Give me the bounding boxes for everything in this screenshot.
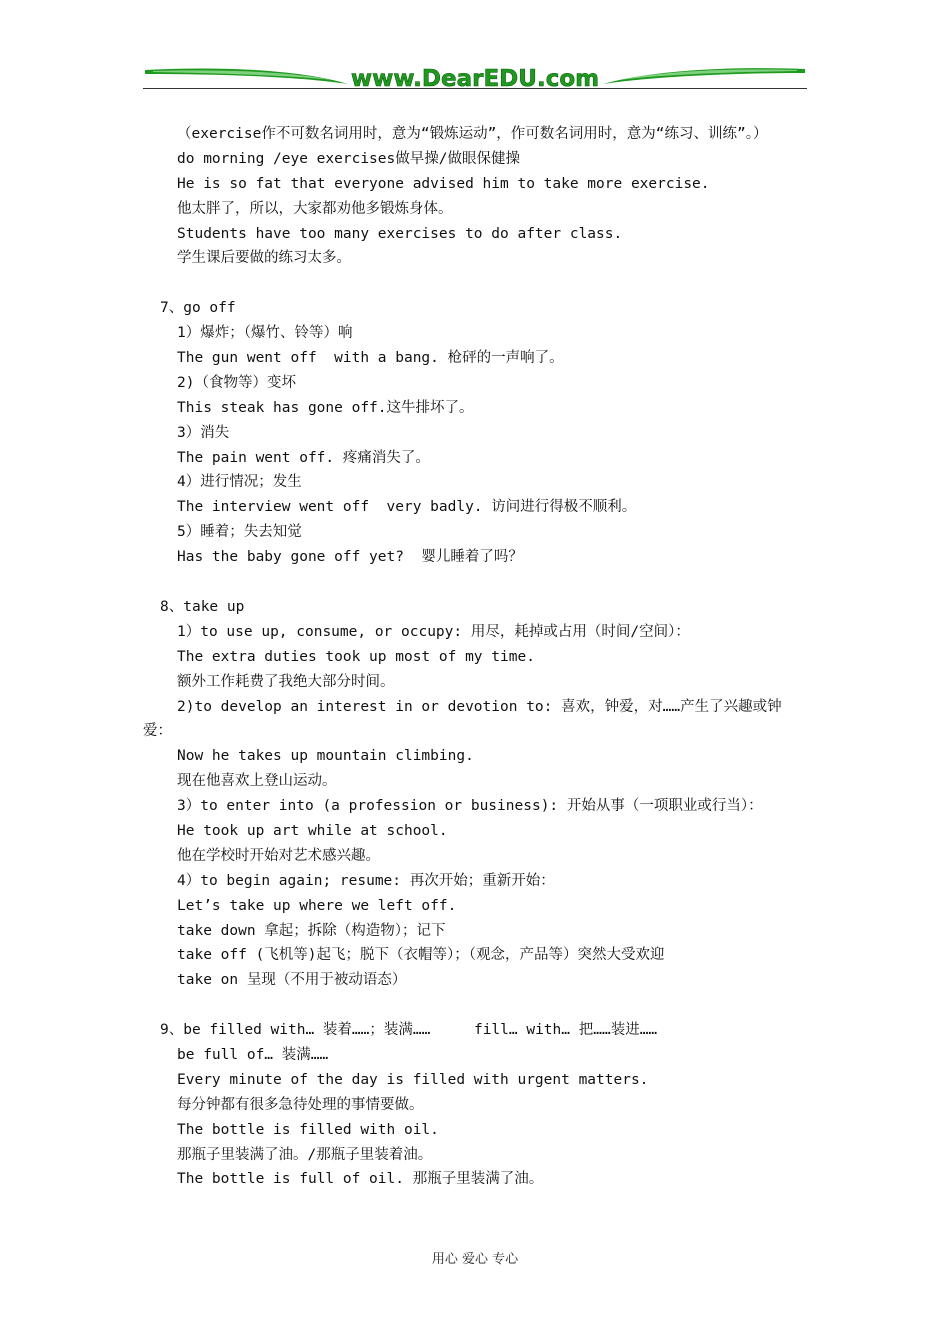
text-line: take off (飞机等)起飞；脱下（衣帽等）；（观念，产品等）突然大受欢迎	[177, 947, 665, 964]
text-line: 5）睡着；失去知觉	[177, 524, 302, 541]
text-line: Has the baby gone off yet? 婴儿睡着了吗？	[177, 549, 523, 566]
text-line: The extra duties took up most of my time.	[177, 648, 535, 665]
section-heading-8: 8、take up	[160, 598, 245, 615]
header-divider	[143, 88, 807, 89]
blank-line	[143, 570, 807, 595]
text-line: 他在学校时开始对艺术感兴趣。	[177, 847, 380, 864]
blank-line	[143, 993, 807, 1018]
text-line: 每分钟都有很多急待处理的事情要做。	[177, 1096, 424, 1113]
text-line: 1）爆炸；（爆竹、铃等）响	[177, 325, 353, 342]
text-line: take down 拿起；拆除（构造物）；记下	[177, 922, 446, 939]
text-line: Every minute of the day is filled with urgent matters.	[177, 1071, 649, 1088]
text-line: The interview went off very badly. 访问进行得极不顺利。	[177, 499, 637, 516]
text-line: 他太胖了，所以，大家都劝他多锻炼身体。	[177, 200, 453, 217]
text-line: The bottle is filled with oil.	[177, 1121, 439, 1138]
text-line: 那瓶子里装满了油。/那瓶子里装着油。	[177, 1146, 433, 1163]
text-line: Now he takes up mountain climbing.	[177, 748, 474, 765]
text-line: 额外工作耗费了我绝大部分时间。	[177, 673, 395, 690]
text-line: The pain went off. 疼痛消失了。	[177, 449, 430, 466]
text-line: 4）to begin again; resume: 再次开始；重新开始：	[177, 872, 555, 889]
text-line: 学生课后要做的练习太多。	[177, 250, 351, 267]
text-line: This steak has gone off.这牛排坏了。	[177, 399, 474, 416]
blank-line	[143, 271, 807, 296]
section-heading-7: 7、go off	[160, 300, 236, 317]
text-line: take on 呈现（不用于被动语态）	[177, 972, 407, 989]
text-line: The bottle is full of oil. 那瓶子里装满了油。	[177, 1171, 544, 1188]
text-line: do morning /eye exercises做早操/做眼保健操	[177, 150, 520, 167]
text-line-wrapped: 2)to develop an interest in or devotion to: 喜欢，钟爱，对……产生了兴趣或钟爱：	[143, 698, 782, 740]
text-line: 2)（食物等）变坏	[177, 374, 296, 391]
text-line: Students have too many exercises to do after class.	[177, 225, 623, 242]
text-line: Let’s take up where we left off.	[177, 897, 457, 914]
text-line: He is so fat that everyone advised him to take more exercise.	[177, 175, 710, 192]
logo-text: www.DearEDU.com	[350, 66, 600, 92]
section-heading-9: 9、be filled with… 装着……；装满…… fill… with… 把……装进……	[160, 1022, 658, 1039]
document-body	[143, 122, 807, 1192]
page-footer: 用心 爱心 专心	[431, 1252, 519, 1267]
text-line: 3）消失	[177, 424, 230, 441]
text-line: 3）to enter into (a profession or business): 开始从事（一项职业或行当）：	[177, 798, 763, 815]
exercise-note: （exercise作不可数名词用时，意为“锻炼运动”，作可数名词用时，意为“练习、训练”。）	[177, 126, 768, 142]
text-line: be full of… 装满……	[177, 1047, 329, 1063]
text-line: 现在他喜欢上登山运动。	[177, 773, 337, 790]
text-line: 1）to use up, consume, or occupy: 用尽，耗掉或占用（时间/空间）：	[177, 623, 690, 640]
text-line: The gun went off with a bang. 枪砰的一声响了。	[177, 350, 564, 367]
text-line: 4）进行情况；发生	[177, 474, 302, 491]
text-line: He took up art while at school.	[177, 822, 448, 839]
